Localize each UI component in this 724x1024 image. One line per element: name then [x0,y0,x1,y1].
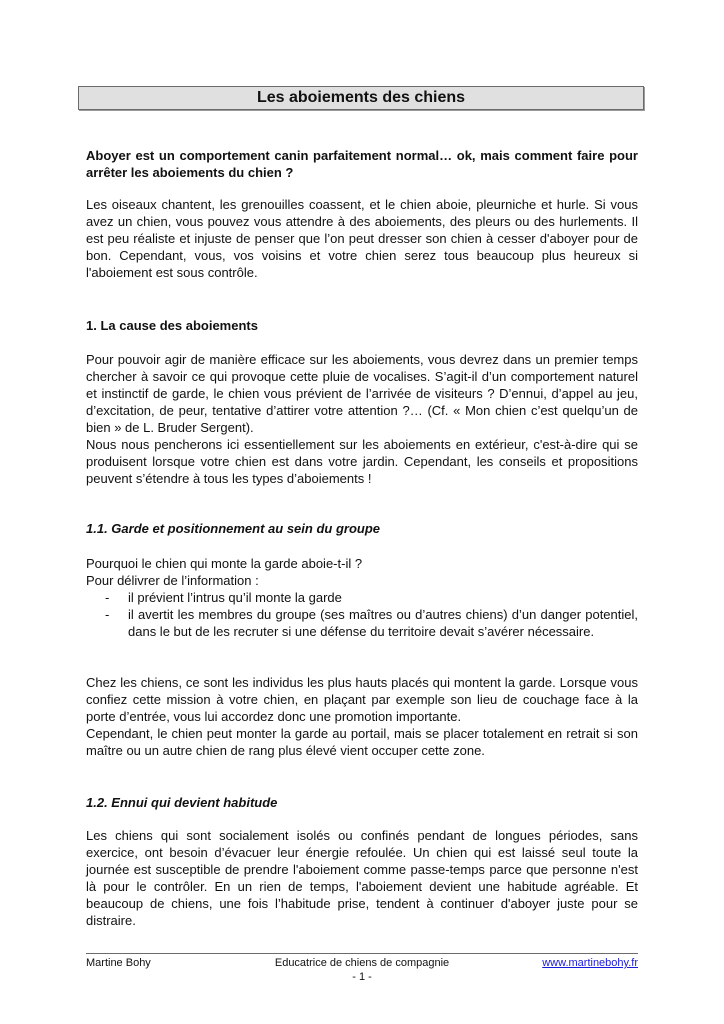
section-1-2 [86,794,638,811]
lead-question [86,147,638,181]
section-1-paragraph-1: Pour pouvoir agir de manière efficace sur les aboiements, vous devrez dans un premier temps chercher à savoir ce qui provoque cette pluie de vocalises. S’agit-il d’un comportement naturel et instinctif de garde, le chien vous prévient de l’arrivée de visiteurs ? D’ennui, d’appel au jeu, d’excitation, de peur, tentative d’attirer votre attention ?… (Cf. « Mon chien c’est quelqu’un de bien » de L. Bruder Sergent). [86,352,638,435]
dash-bullet-icon: - [105,590,110,605]
section-1-body [86,351,638,487]
footer-row [86,956,638,970]
list-item [86,606,638,640]
section-1-2-heading: 1.2. Ennui qui devient habitude [86,795,278,810]
section-1 [86,317,638,334]
section-1-2-body [86,827,638,929]
footer-author: Martine Bohy [86,957,151,969]
section-1-2-paragraph-1: Les chiens qui sont socialement isolés ou confinés pendant de longues périodes, sans exercice, ont besoin d’évacuer leur énergie refoulée. Un chien qui est laissé seul toute la journée est susceptible de prendre l'aboiement comme passe-temps parce que personne n'est là pour le contrôler. En un rien de temps, l'aboiement devient une habitude agréable. Et beaucoup de chiens, une fois l’habitude prise, tendent à continuer d'aboyer juste pour se distraire. [86,828,638,928]
footer-subtitle: Educatrice de chiens de compagnie [274,957,450,969]
list-item [86,589,638,606]
section-1-paragraph-2: Nous nous pencherons ici essentiellement sur les aboiements en extérieur, c'est-à-dire qui se produisent lorsque votre chien est dans votre jardin. Cependant, les conseils et propositions peuvent s’étendre à tous les types d’aboiements ! [86,437,638,486]
list-item-text: il avertit les membres du groupe (ses maîtres ou d’autres chiens) d’un danger potentiel, dans le but de les recruter si une défense du territoire devait s’avérer nécessaire. [128,607,638,639]
intro-paragraph [86,196,638,281]
section-1-1-list [86,589,638,640]
dash-bullet-icon: - [105,607,110,622]
intro-text: Les oiseaux chantent, les grenouilles coassent, et le chien aboie, pleurniche et hurle. Si vous avez un chien, vous pouvez vous attendre à des aboiements, des pleurs ou des hurlements. Il est peu réaliste et injuste de penser que l’on peut dresser son chien à cesser d'aboyer pour de bon. Cependant, vous, vos voisins et votre chien serez tous beaucoup plus heureux si l'aboiement est sous contrôle. [86,197,638,280]
lead-text: Aboyer est un comportement canin parfaitement normal… ok, mais comment faire pour arrêter les aboiements du chien ? [86,148,638,180]
section-1-1-paragraph-1: Chez les chiens, ce sont les individus les plus hauts placés qui montent la garde. Lorsque vous confiez cette mission à votre chien, en plaçant par exemple son lieu de couchage face à la porte d’entrée, vous lui accordez donc une promotion importante. [86,675,638,724]
page-footer [86,953,638,984]
section-1-1-heading: 1.1. Garde et positionnement au sein du groupe [86,521,380,536]
footer-website-link[interactable]: www.martinebohy.fr [542,957,638,969]
section-1-1-paragraphs [86,674,638,759]
list-item-text: il prévient l’intrus qu’il monte la garde [128,590,342,605]
page-number: - 1 - [352,971,372,983]
section-1-1-body [86,555,638,640]
section-1-1-paragraph-2: Cependant, le chien peut monter la garde au portail, mais se placer totalement en retrait si son maître ou un autre chien de rang plus élevé vient occuper cette zone. [86,726,638,758]
section-1-1-question: Pourquoi le chien qui monte la garde aboie-t-il ? [86,556,363,571]
section-1-1 [86,520,638,537]
document-title: Les aboiements des chiens [78,86,644,110]
section-1-1-list-intro: Pour délivrer de l’information : [86,573,259,588]
section-1-heading: 1. La cause des aboiements [86,318,258,333]
